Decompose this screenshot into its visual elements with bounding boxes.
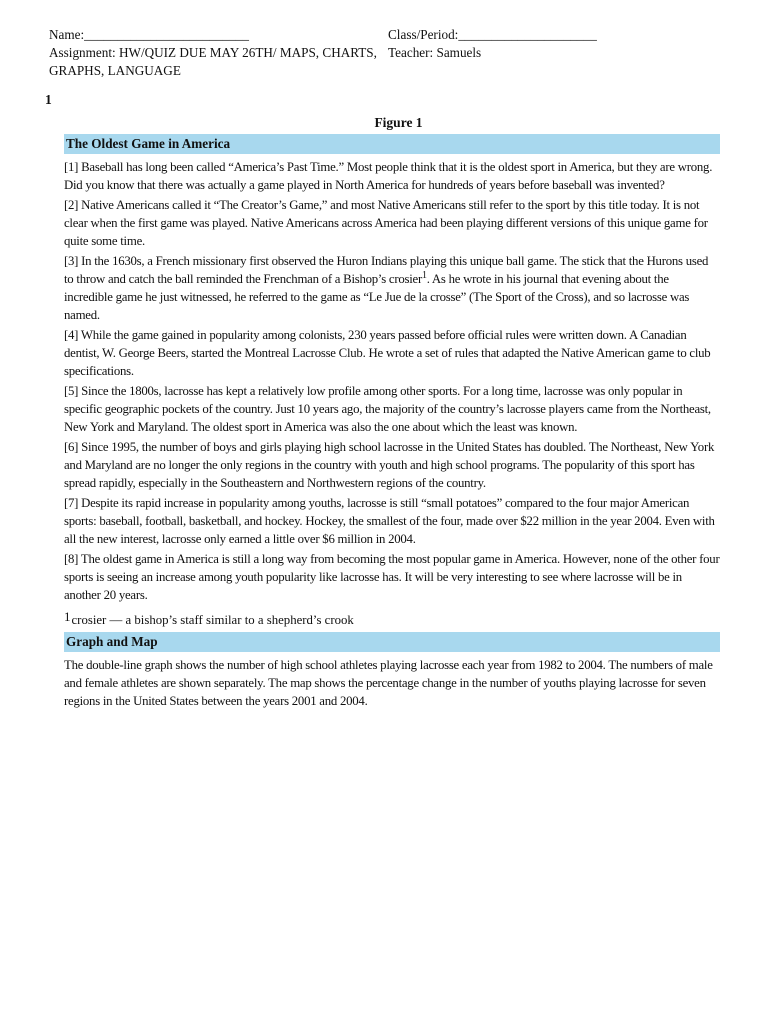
class-period-line: Class/Period:_____________________	[388, 27, 597, 42]
graph-map-description: The double-line graph shows the number of high school athletes playing lacrosse each year from 1982 to 2004. The numbers of male and female athletes are shown separately. The map shows the percentage change in the number of youths playing lacrosse for seven regions in the United States between the years 2001 and 2004.	[64, 658, 713, 708]
header-left	[49, 26, 389, 80]
paragraph-3-before: [3] In the 1630s, a French missionary first observed the Huron Indians playing this unique ball game. The stick that the Hurons used to throw and catch the ball reminded the Frenchman of a Bishop’s crosier	[64, 254, 709, 286]
teacher-line: Teacher: Samuels	[388, 45, 482, 60]
footnote-mark: 1	[64, 609, 71, 624]
figure-content	[64, 134, 720, 712]
figure-title: Figure 1	[374, 115, 423, 130]
name-field-line: Name:_________________________	[49, 27, 249, 42]
question-number: 1	[45, 92, 52, 107]
assignment-line-1: Assignment: HW/QUIZ DUE MAY 26TH/ MAPS, CHARTS,	[49, 45, 377, 60]
footnote	[64, 608, 720, 629]
paragraph-7: [7] Despite its rapid increase in popularity among youths, lacrosse is still “small potatoes” compared to the four major American sports: baseball, football, basketball, and hockey. Hockey, the smallest of the four, made over $22 million in the year 2004. Even with all the new interest, lacrosse only earned a little over $6 million in 2004.	[64, 496, 715, 546]
footnote-reference: 1	[421, 270, 427, 281]
section-heading-graph-and-map: Graph and Map	[64, 632, 720, 652]
paragraph-2: [2] Native Americans called it “The Creator’s Game,” and most Native Americans still refer to the sport by this title today. It is not clear when the first game was played. Native Americans across America had been playing different versions of this unique game for quite some time.	[64, 198, 708, 248]
footnote-text: crosier — a bishop’s staff similar to a shepherd’s crook	[71, 613, 354, 627]
paragraph-1: [1] Baseball has long been called “America’s Past Time.” Most people think that it is the oldest sport in America, but they are wrong. Did you know that there was actually a game played in North America for hundreds of years before baseball was invented?	[64, 160, 713, 192]
assignment-line-2: GRAPHS, LANGUAGE	[49, 63, 181, 78]
header-right	[388, 26, 718, 62]
paragraph-4: [4] While the game gained in popularity among colonists, 230 years passed before official rules were written down. A Canadian dentist, W. George Beers, started the Montreal Lacrosse Club. He wrote a set of rules that adapted the Native American game to club specifications.	[64, 328, 711, 378]
paragraph-3	[64, 252, 720, 324]
paragraph-3-after: . As he wrote in his journal that evening about the incredible game he just witnessed, he referred to the game as “Le Jue de la crosse” (The Sport of the Cross), and so lacrosse was named.	[64, 272, 690, 322]
paragraph-5: [5] Since the 1800s, lacrosse has kept a relatively low profile among other sports. For a long time, lacrosse was only popular in specific geographic pockets of the country. Just 10 years ago, the majority of the country’s lacrosse players came from the Northeast, New York and Maryland. The oldest sport in America was also the one about which the least was known.	[64, 384, 711, 434]
section-heading-oldest-game: The Oldest Game in America	[64, 134, 720, 154]
paragraph-8: [8] The oldest game in America is still a long way from becoming the most popular game in America. However, none of the other four sports is seeing an increase among youth popularity like lacrosse has. It will be very interesting to see where lacrosse will be in another 20 years.	[64, 552, 720, 602]
paragraph-6: [6] Since 1995, the number of boys and girls playing high school lacrosse in the United States has doubled. The Northeast, New York and Maryland are no longer the only regions in the country with youth and high school programs. The popularity of this sport has spread rapidly, especially in the Southeastern and Northwestern regions of the country.	[64, 440, 715, 490]
